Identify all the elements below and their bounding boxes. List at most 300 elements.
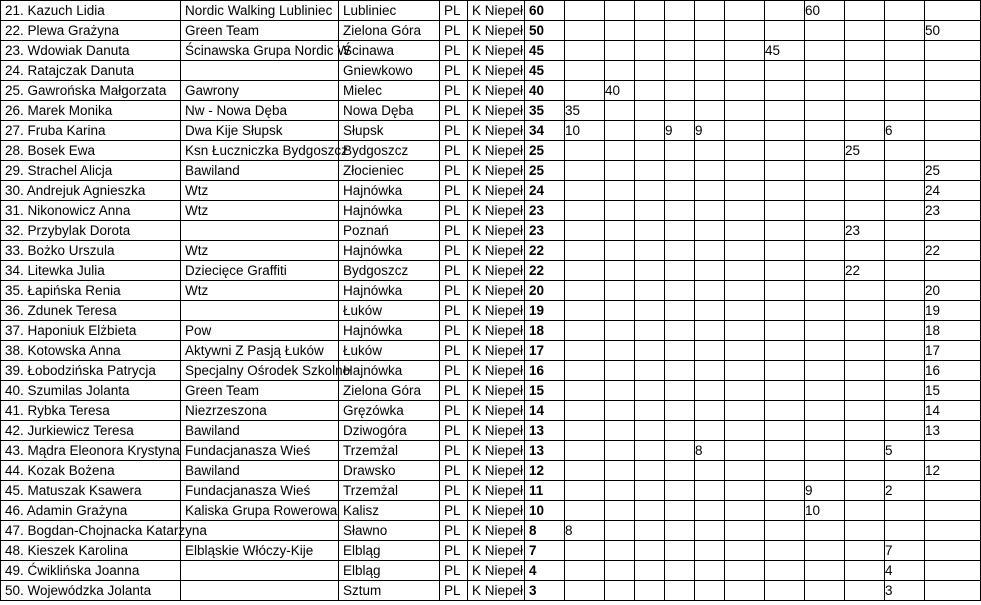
event-points-cell: 19 — [925, 301, 981, 321]
points-total-cell: 15 — [525, 381, 565, 401]
event-points-cell — [925, 261, 981, 281]
city-cell: Poznań — [339, 221, 440, 241]
event-points-cell — [885, 521, 925, 541]
event-points-cell — [725, 261, 765, 281]
event-points-cell — [565, 141, 605, 161]
event-points-cell — [885, 161, 925, 181]
event-points-cell — [765, 61, 805, 81]
table-row — [1, 341, 981, 361]
event-points-cell — [695, 321, 725, 341]
club-cell: Kaliska Grupa Rowerowa — [181, 501, 339, 521]
event-points-cell: 20 — [925, 281, 981, 301]
event-points-cell — [605, 561, 635, 581]
event-points-cell — [845, 181, 885, 201]
event-points-cell — [885, 301, 925, 321]
event-points-cell — [765, 1, 805, 21]
category-cell: K Niepeł — [468, 581, 525, 601]
city-cell: Trzemżal — [339, 481, 440, 501]
category-cell: K Niepeł — [468, 441, 525, 461]
event-points-cell — [605, 1, 635, 21]
participant-name-cell: 25. Gawrońska Małgorzata — [1, 81, 181, 101]
event-points-cell — [885, 501, 925, 521]
country-cell: PL — [440, 81, 468, 101]
category-cell: K Niepeł — [468, 1, 525, 21]
event-points-cell — [725, 221, 765, 241]
country-cell: PL — [440, 281, 468, 301]
event-points-cell — [695, 161, 725, 181]
table-row — [1, 21, 981, 41]
category-cell: K Niepeł — [468, 81, 525, 101]
event-points-cell — [635, 481, 665, 501]
event-points-cell: 25 — [925, 161, 981, 181]
event-points-cell — [805, 521, 845, 541]
country-cell: PL — [440, 581, 468, 601]
event-points-cell — [635, 121, 665, 141]
event-points-cell — [695, 101, 725, 121]
event-points-cell — [885, 101, 925, 121]
country-cell: PL — [440, 401, 468, 421]
points-total-cell: 25 — [525, 141, 565, 161]
event-points-cell: 40 — [605, 81, 635, 101]
event-points-cell — [635, 1, 665, 21]
event-points-cell — [845, 461, 885, 481]
event-points-cell — [765, 321, 805, 341]
event-points-cell — [725, 121, 765, 141]
club-cell: Aktywni Z Pasją Łuków — [181, 341, 339, 361]
category-cell: K Niepeł — [468, 361, 525, 381]
participant-name-cell: 21. Kazuch Lidia — [1, 1, 181, 21]
event-points-cell — [635, 421, 665, 441]
event-points-cell — [695, 561, 725, 581]
participant-name-cell: 22. Plewa Grażyna — [1, 21, 181, 41]
city-cell: Hajnówka — [339, 241, 440, 261]
event-points-cell: 16 — [925, 361, 981, 381]
event-points-cell — [725, 461, 765, 481]
participant-name-cell: 35. Łapińska Renia — [1, 281, 181, 301]
event-points-cell — [765, 301, 805, 321]
event-points-cell — [805, 541, 845, 561]
event-points-cell — [885, 61, 925, 81]
event-points-cell — [845, 121, 885, 141]
event-points-cell — [885, 421, 925, 441]
event-points-cell — [805, 121, 845, 141]
event-points-cell — [635, 181, 665, 201]
event-points-cell — [805, 21, 845, 41]
event-points-cell — [725, 481, 765, 501]
event-points-cell — [725, 281, 765, 301]
event-points-cell — [845, 321, 885, 341]
city-cell: Ścinawa — [339, 41, 440, 61]
event-points-cell — [635, 241, 665, 261]
event-points-cell — [695, 1, 725, 21]
event-points-cell — [845, 41, 885, 61]
city-cell: Słupsk — [339, 121, 440, 141]
event-points-cell — [565, 21, 605, 41]
participant-name-cell: 50. Wojewódzka Jolanta — [1, 581, 181, 601]
club-cell: Niezrzeszona — [181, 401, 339, 421]
category-cell: K Niepeł — [468, 41, 525, 61]
event-points-cell — [845, 481, 885, 501]
event-points-cell — [605, 101, 635, 121]
points-total-cell: 7 — [525, 541, 565, 561]
event-points-cell — [725, 581, 765, 601]
event-points-cell: 9 — [665, 121, 695, 141]
event-points-cell — [565, 181, 605, 201]
event-points-cell — [805, 221, 845, 241]
event-points-cell — [565, 481, 605, 501]
event-points-cell: 45 — [765, 41, 805, 61]
event-points-cell — [665, 581, 695, 601]
event-points-cell — [845, 21, 885, 41]
event-points-cell: 2 — [885, 481, 925, 501]
category-cell: K Niepeł — [468, 21, 525, 41]
event-points-cell — [605, 261, 635, 281]
points-total-cell: 25 — [525, 161, 565, 181]
table-row — [1, 421, 981, 441]
event-points-cell — [725, 401, 765, 421]
club-cell: Green Team — [181, 21, 339, 41]
event-points-cell — [605, 281, 635, 301]
event-points-cell — [565, 321, 605, 341]
city-cell: Nowa Dęba — [339, 101, 440, 121]
event-points-cell — [845, 341, 885, 361]
event-points-cell — [605, 321, 635, 341]
country-cell: PL — [440, 181, 468, 201]
points-total-cell: 50 — [525, 21, 565, 41]
table-row — [1, 121, 981, 141]
event-points-cell — [635, 261, 665, 281]
event-points-cell — [635, 321, 665, 341]
category-cell: K Niepeł — [468, 381, 525, 401]
event-points-cell — [695, 521, 725, 541]
category-cell: K Niepeł — [468, 61, 525, 81]
event-points-cell — [565, 201, 605, 221]
table-row — [1, 1, 981, 21]
event-points-cell — [605, 461, 635, 481]
event-points-cell — [845, 161, 885, 181]
event-points-cell — [885, 41, 925, 61]
event-points-cell — [805, 341, 845, 361]
event-points-cell — [605, 221, 635, 241]
category-cell: K Niepeł — [468, 161, 525, 181]
event-points-cell — [885, 221, 925, 241]
table-row — [1, 301, 981, 321]
event-points-cell — [885, 181, 925, 201]
event-points-cell — [765, 441, 805, 461]
event-points-cell — [695, 481, 725, 501]
points-total-cell: 18 — [525, 321, 565, 341]
participant-name-cell: 30. Andrejuk Agnieszka — [1, 181, 181, 201]
category-cell: K Niepeł — [468, 401, 525, 421]
points-total-cell: 19 — [525, 301, 565, 321]
event-points-cell — [565, 401, 605, 421]
points-total-cell: 22 — [525, 261, 565, 281]
event-points-cell — [565, 81, 605, 101]
club-cell: Bawiland — [181, 421, 339, 441]
event-points-cell — [665, 1, 695, 21]
participant-name-cell: 34. Litewka Julia — [1, 261, 181, 281]
city-cell: Kalisz — [339, 501, 440, 521]
event-points-cell — [695, 181, 725, 201]
event-points-cell — [765, 521, 805, 541]
event-points-cell — [605, 361, 635, 381]
event-points-cell — [665, 81, 695, 101]
event-points-cell — [565, 1, 605, 21]
event-points-cell — [565, 241, 605, 261]
event-points-cell — [845, 421, 885, 441]
country-cell: PL — [440, 481, 468, 501]
event-points-cell — [695, 41, 725, 61]
points-total-cell: 16 — [525, 361, 565, 381]
event-points-cell — [885, 361, 925, 381]
participant-name-cell: 26. Marek Monika — [1, 101, 181, 121]
event-points-cell — [565, 221, 605, 241]
table-row — [1, 381, 981, 401]
event-points-cell — [765, 241, 805, 261]
event-points-cell — [605, 401, 635, 421]
city-cell: Bydgoszcz — [339, 261, 440, 281]
event-points-cell — [635, 301, 665, 321]
event-points-cell — [665, 301, 695, 321]
event-points-cell: 6 — [885, 121, 925, 141]
table-row — [1, 201, 981, 221]
event-points-cell — [885, 141, 925, 161]
participant-name-cell: 49. Ćwiklińska Joanna — [1, 561, 181, 581]
event-points-cell — [665, 341, 695, 361]
category-cell: K Niepeł — [468, 101, 525, 121]
club-cell: Elbląskie Włóczy-Kije — [181, 541, 339, 561]
club-cell: Gawrony — [181, 81, 339, 101]
country-cell: PL — [440, 161, 468, 181]
event-points-cell — [565, 361, 605, 381]
points-total-cell: 13 — [525, 421, 565, 441]
event-points-cell — [695, 581, 725, 601]
country-cell: PL — [440, 561, 468, 581]
event-points-cell — [565, 301, 605, 321]
event-points-cell — [885, 21, 925, 41]
event-points-cell — [635, 461, 665, 481]
event-points-cell — [765, 341, 805, 361]
event-points-cell: 10 — [565, 121, 605, 141]
city-cell: Łuków — [339, 301, 440, 321]
event-points-cell — [845, 541, 885, 561]
participant-name-cell: 33. Bożko Urszula — [1, 241, 181, 261]
event-points-cell — [805, 261, 845, 281]
event-points-cell — [925, 581, 981, 601]
event-points-cell — [695, 281, 725, 301]
event-points-cell — [725, 41, 765, 61]
event-points-cell — [665, 21, 695, 41]
event-points-cell: 24 — [925, 181, 981, 201]
country-cell: PL — [440, 21, 468, 41]
event-points-cell — [805, 281, 845, 301]
table-row — [1, 561, 981, 581]
event-points-cell — [695, 61, 725, 81]
event-points-cell — [765, 141, 805, 161]
event-points-cell — [665, 281, 695, 301]
event-points-cell — [635, 21, 665, 41]
event-points-cell — [845, 61, 885, 81]
category-cell: K Niepeł — [468, 181, 525, 201]
event-points-cell — [885, 461, 925, 481]
event-points-cell — [565, 61, 605, 81]
event-points-cell — [695, 81, 725, 101]
event-points-cell — [885, 81, 925, 101]
country-cell: PL — [440, 461, 468, 481]
points-total-cell: 23 — [525, 201, 565, 221]
points-total-cell: 22 — [525, 241, 565, 261]
event-points-cell — [925, 1, 981, 21]
country-cell: PL — [440, 201, 468, 221]
table-row — [1, 181, 981, 201]
points-total-cell: 17 — [525, 341, 565, 361]
table-row — [1, 541, 981, 561]
event-points-cell — [885, 321, 925, 341]
points-total-cell: 3 — [525, 581, 565, 601]
event-points-cell: 7 — [885, 541, 925, 561]
event-points-cell — [845, 201, 885, 221]
club-cell: Dziecięce Graffiti — [181, 261, 339, 281]
event-points-cell — [805, 301, 845, 321]
club-cell: Green Team — [181, 381, 339, 401]
event-points-cell — [805, 241, 845, 261]
event-points-cell: 13 — [925, 421, 981, 441]
event-points-cell — [565, 501, 605, 521]
event-points-cell: 3 — [885, 581, 925, 601]
event-points-cell — [805, 101, 845, 121]
category-cell: K Niepeł — [468, 261, 525, 281]
event-points-cell — [605, 181, 635, 201]
event-points-cell — [845, 361, 885, 381]
city-cell: Lubliniec — [339, 1, 440, 21]
event-points-cell — [635, 81, 665, 101]
event-points-cell — [605, 341, 635, 361]
club-cell: Fundacjanasza Wieś — [181, 441, 339, 461]
country-cell: PL — [440, 241, 468, 261]
country-cell: PL — [440, 221, 468, 241]
event-points-cell — [565, 161, 605, 181]
event-points-cell — [665, 461, 695, 481]
event-points-cell — [605, 501, 635, 521]
category-cell: K Niepeł — [468, 541, 525, 561]
table-row — [1, 101, 981, 121]
table-row — [1, 281, 981, 301]
event-points-cell — [605, 541, 635, 561]
event-points-cell — [765, 481, 805, 501]
event-points-cell — [695, 341, 725, 361]
club-cell: Ksn Łuczniczka Bydgoszcz — [181, 141, 339, 161]
country-cell: PL — [440, 501, 468, 521]
event-points-cell — [565, 541, 605, 561]
category-cell: K Niepeł — [468, 301, 525, 321]
event-points-cell — [665, 561, 695, 581]
country-cell: PL — [440, 121, 468, 141]
event-points-cell — [805, 381, 845, 401]
event-points-cell — [805, 561, 845, 581]
event-points-cell: 9 — [695, 121, 725, 141]
event-points-cell — [565, 41, 605, 61]
participant-name-cell: 40. Szumilas Jolanta — [1, 381, 181, 401]
event-points-cell — [605, 201, 635, 221]
points-total-cell: 4 — [525, 561, 565, 581]
event-points-cell — [885, 381, 925, 401]
participant-name-cell: 31. Nikonowicz Anna — [1, 201, 181, 221]
table-row — [1, 261, 981, 281]
event-points-cell — [635, 441, 665, 461]
points-total-cell: 45 — [525, 61, 565, 81]
club-cell: Nw - Nowa Dęba — [181, 101, 339, 121]
event-points-cell: 15 — [925, 381, 981, 401]
category-cell: K Niepeł — [468, 241, 525, 261]
participant-name-cell: 42. Jurkiewicz Teresa — [1, 421, 181, 441]
event-points-cell — [925, 121, 981, 141]
event-points-cell — [765, 421, 805, 441]
event-points-cell — [805, 181, 845, 201]
event-points-cell — [725, 521, 765, 541]
event-points-cell — [725, 81, 765, 101]
city-cell: Bydgoszcz — [339, 141, 440, 161]
table-row — [1, 41, 981, 61]
event-points-cell — [805, 361, 845, 381]
participant-name-cell: 39. Łobodzińska Patrycja — [1, 361, 181, 381]
table-row — [1, 401, 981, 421]
points-total-cell: 45 — [525, 41, 565, 61]
event-points-cell — [565, 381, 605, 401]
event-points-cell — [845, 1, 885, 21]
participant-name-cell: 48. Kieszek Karolina — [1, 541, 181, 561]
event-points-cell — [885, 241, 925, 261]
event-points-cell — [765, 221, 805, 241]
category-cell: K Niepeł — [468, 561, 525, 581]
club-cell: Wtz — [181, 241, 339, 261]
event-points-cell — [765, 361, 805, 381]
event-points-cell — [635, 281, 665, 301]
city-cell: Elbląg — [339, 561, 440, 581]
event-points-cell — [725, 21, 765, 41]
event-points-cell — [605, 521, 635, 541]
event-points-cell — [665, 501, 695, 521]
event-points-cell — [925, 501, 981, 521]
club-cell: Bawiland — [181, 461, 339, 481]
event-points-cell — [725, 201, 765, 221]
event-points-cell — [695, 381, 725, 401]
city-cell: Sztum — [339, 581, 440, 601]
event-points-cell — [635, 141, 665, 161]
country-cell: PL — [440, 61, 468, 81]
participant-name-cell: 27. Fruba Karina — [1, 121, 181, 141]
country-cell: PL — [440, 101, 468, 121]
table-row — [1, 61, 981, 81]
points-total-cell: 35 — [525, 101, 565, 121]
event-points-cell — [565, 561, 605, 581]
participant-name-cell: 36. Zdunek Teresa — [1, 301, 181, 321]
club-cell: Fundacjanasza Wieś — [181, 481, 339, 501]
participant-name-cell: 38. Kotowska Anna — [1, 341, 181, 361]
event-points-cell — [605, 481, 635, 501]
event-points-cell — [635, 381, 665, 401]
event-points-cell — [695, 261, 725, 281]
participant-name-cell: 45. Matuszak Ksawera — [1, 481, 181, 501]
participant-name-cell: 37. Haponiuk Elżbieta — [1, 321, 181, 341]
event-points-cell — [845, 381, 885, 401]
table-row — [1, 161, 981, 181]
event-points-cell — [695, 361, 725, 381]
event-points-cell — [885, 401, 925, 421]
event-points-cell — [765, 401, 805, 421]
category-cell: K Niepeł — [468, 121, 525, 141]
event-points-cell — [665, 381, 695, 401]
event-points-cell — [665, 101, 695, 121]
